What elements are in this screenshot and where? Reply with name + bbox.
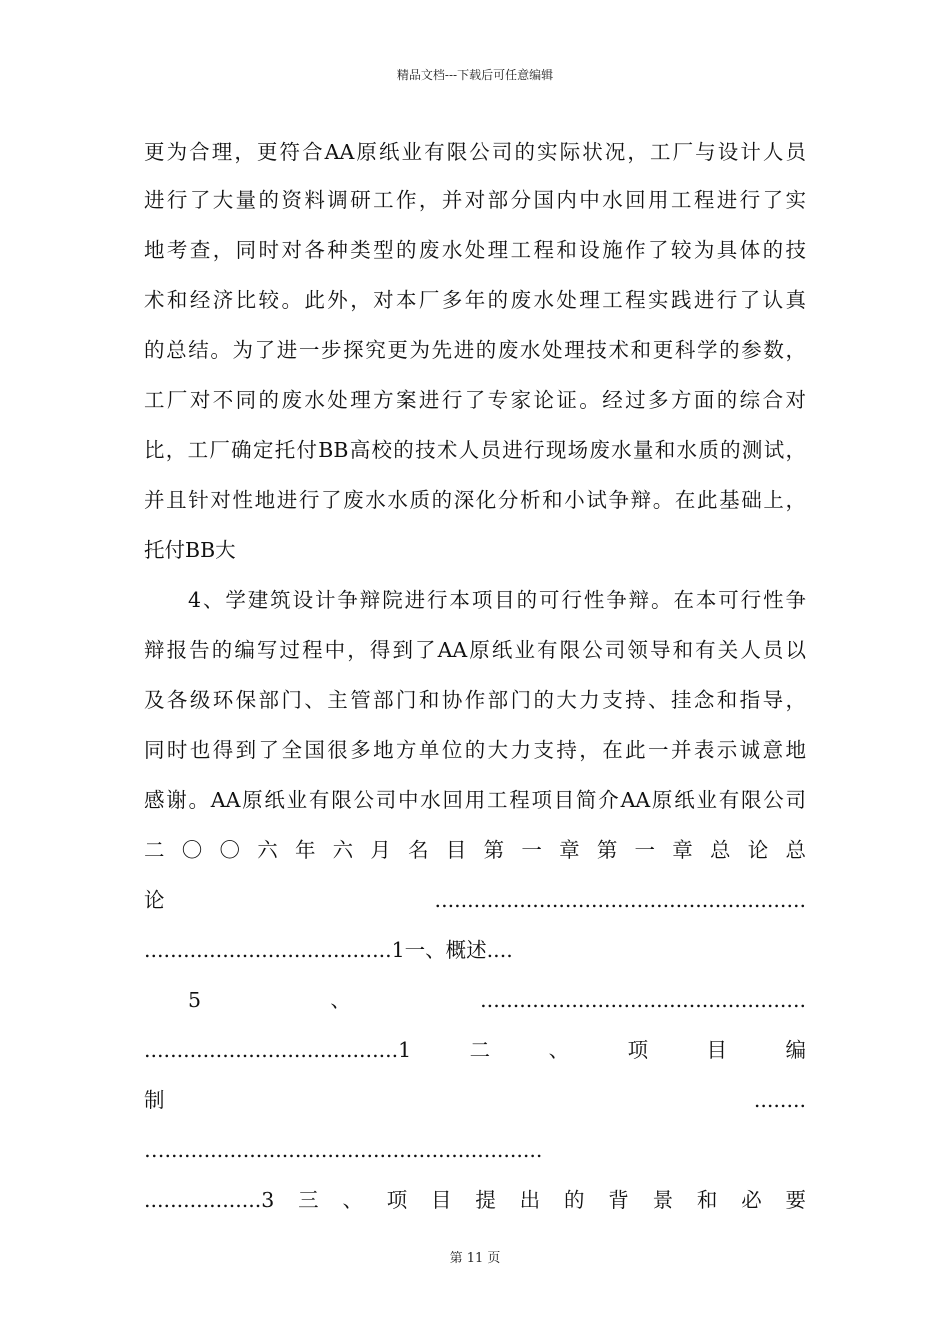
body-line-8: 并且针对性地进行了废水水质的深化分析和小试争辩。在此基础上， (144, 488, 806, 512)
toc-line-5-dots: ........ (753, 1088, 806, 1112)
toc-line-6: ….......................................................... (144, 1138, 543, 1162)
body-line-4: 术和经济比较。此外，对本厂多年的废水处理工程实践进行了认真 (144, 288, 806, 312)
page-header: 精品文档---下载后可任意编辑 (396, 68, 554, 82)
body-line-6: 工厂对不同的废水处理方案进行了专家论证。经过多方面的综合对 (144, 388, 806, 412)
body-line-7: 比，工厂确定托付BB高校的技术人员进行现场废水量和水质的测试， (144, 438, 806, 462)
body-line-11: 辩报告的编写过程中，得到了AA原纸业有限公司领导和有关人员以 (144, 638, 806, 662)
page-number: 第 11 页 (449, 1251, 501, 1266)
toc-line-5: 制 (144, 1088, 165, 1112)
body-line-5: 的总结。为了进一步探究更为先进的废水处理技术和更科学的参数， (144, 338, 806, 362)
toc-line-3: 5、.................................................. (188, 988, 806, 1012)
toc-line-1: 论......................................................... (144, 888, 806, 912)
body-line-9: 托付BB大 (144, 538, 236, 562)
toc-line-2: ......................................1一、概述.... (144, 938, 513, 962)
body-line-14: 感谢。AA原纸业有限公司中水回用工程项目简介AA原纸业有限公司 (144, 788, 806, 812)
toc-line-7: ..................3三、项目提出的背景和必要 (144, 1188, 806, 1212)
body-line-12: 及各级环保部门、主管部门和协作部门的大力支持、挂念和指导， (144, 688, 806, 712)
toc-line-4: .......................................1二、项目编 (144, 1038, 806, 1062)
body-line-10: 4、学建筑设计争辩院进行本项目的可行性争辩。在本可行性争 (188, 588, 806, 612)
body-line-13: 同时也得到了全国很多地方单位的大力支持，在此一并表示诚意地 (144, 738, 806, 762)
body-line-3: 地考查，同时对各种类型的废水处理工程和设施作了较为具体的技 (144, 238, 806, 262)
body-line-15: 二〇〇六年六月名目第一章第一章总论总 (144, 838, 806, 862)
body-line-2: 进行了大量的资料调研工作，并对部分国内中水回用工程进行了实 (144, 188, 806, 212)
body-line-1: 更为合理，更符合AA原纸业有限公司的实际状况，工厂与设计人员 (144, 140, 806, 164)
